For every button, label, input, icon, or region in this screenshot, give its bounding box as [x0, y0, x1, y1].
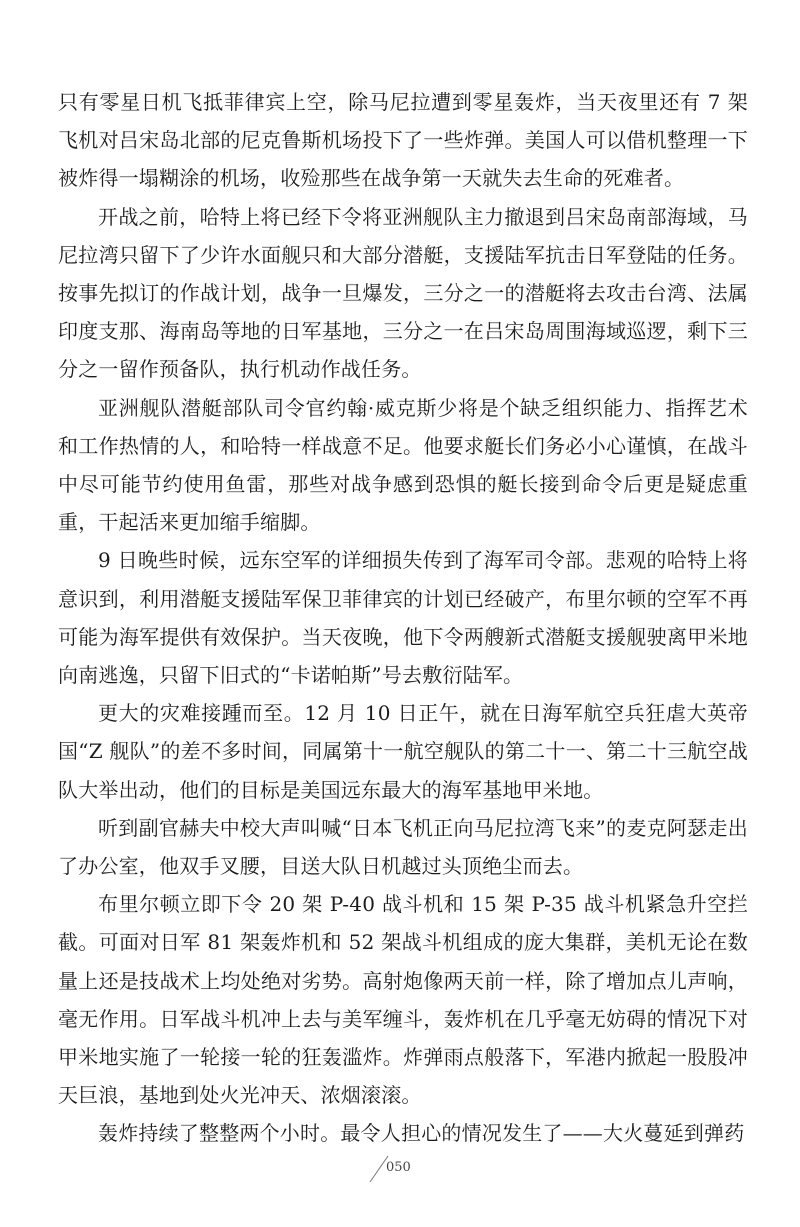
paragraph-8: 轰炸持续了整整两个小时。最令人担心的情况发生了——大火蔓延到弹药	[98, 1121, 745, 1146]
paragraph-7: 布里尔顿立即下令 20 架 P-40 战斗机和 15 架 P-35 战斗机紧急升空拦截。可面对日军 81 架轰炸机和 52 架战斗机组成的庞大集群，美机无论在数量上还是技战术上均处绝对劣势。高射炮像两天前一样，除了增加点儿声响，毫无作用。日军战斗机冲上去与美军缠斗，轰炸机在几乎毫无妨碍的情况下对甲米地实施了一轮接一轮的狂轰滥炸。炸弹雨点般落下，军港内掀起一股股冲天巨浪，基地到处火光冲天、浓烟滚滚。	[58, 892, 748, 1108]
paragraph-1: 只有零星日机飞抵菲律宾上空，除马尼拉遭到零星轰炸，当天夜里还有 7 架飞机对吕宋岛北部的尼克鲁斯机场投下了一些炸弹。美国人可以借机整理一下被炸得一塌糊涂的机场，收殓那些在战争第一天就失去生命的死难者。	[58, 90, 748, 191]
page-number: 050	[386, 1160, 411, 1175]
page-footer	[0, 1148, 800, 1188]
paragraph-2: 开战之前，哈特上将已经下令将亚洲舰队主力撤退到吕宋岛南部海域，马尼拉湾只留下了少许水面舰只和大部分潜艇，支援陆军抗击日军登陆的任务。按事先拟订的作战计划，战争一旦爆发，三分之一的潜艇将去攻击台湾、法属印度支那、海南岛等地的日军基地，三分之一在吕宋岛周围海域巡逻，剩下三分之一留作预备队，执行机动作战任务。	[58, 204, 748, 382]
paragraph-4: 9 日晚些时候，远东空军的详细损失传到了海军司令部。悲观的哈特上将意识到，利用潜艇支援陆军保卫菲律宾的计划已经破产，布里尔顿的空军不再可能为海军提供有效保护。当天夜晚，他下令两艘新式潜艇支援舰驶离甲米地向南逃逸，只留下旧式的“卡诺帕斯”号去敷衍陆军。	[58, 548, 748, 688]
paragraph-6: 听到副官赫夫中校大声叫喊“日本飞机正向马尼拉湾飞来”的麦克阿瑟走出了办公室，他双手叉腰，目送大队日机越过头顶绝尘而去。	[58, 815, 748, 879]
paragraph-3: 亚洲舰队潜艇部队司令官约翰·威克斯少将是个缺乏组织能力、指挥艺术和工作热情的人，和哈特一样战意不足。他要求艇长们务必小心谨慎，在战斗中尽可能节约使用鱼雷，那些对战争感到恐惧的艇长接到命令后更是疑虑重重，干起活来更加缩手缩脚。	[58, 395, 748, 535]
body-text	[58, 83, 748, 1153]
paragraph-5: 更大的灾难接踵而至。12 月 10 日正午，就在日海军航空兵狂虐大英帝国“Z 舰队”的差不多时间，同属第十一航空舰队的第二十一、第二十三航空战队大举出动，他们的目标是美国远东最大的海军基地甲米地。	[58, 701, 748, 802]
